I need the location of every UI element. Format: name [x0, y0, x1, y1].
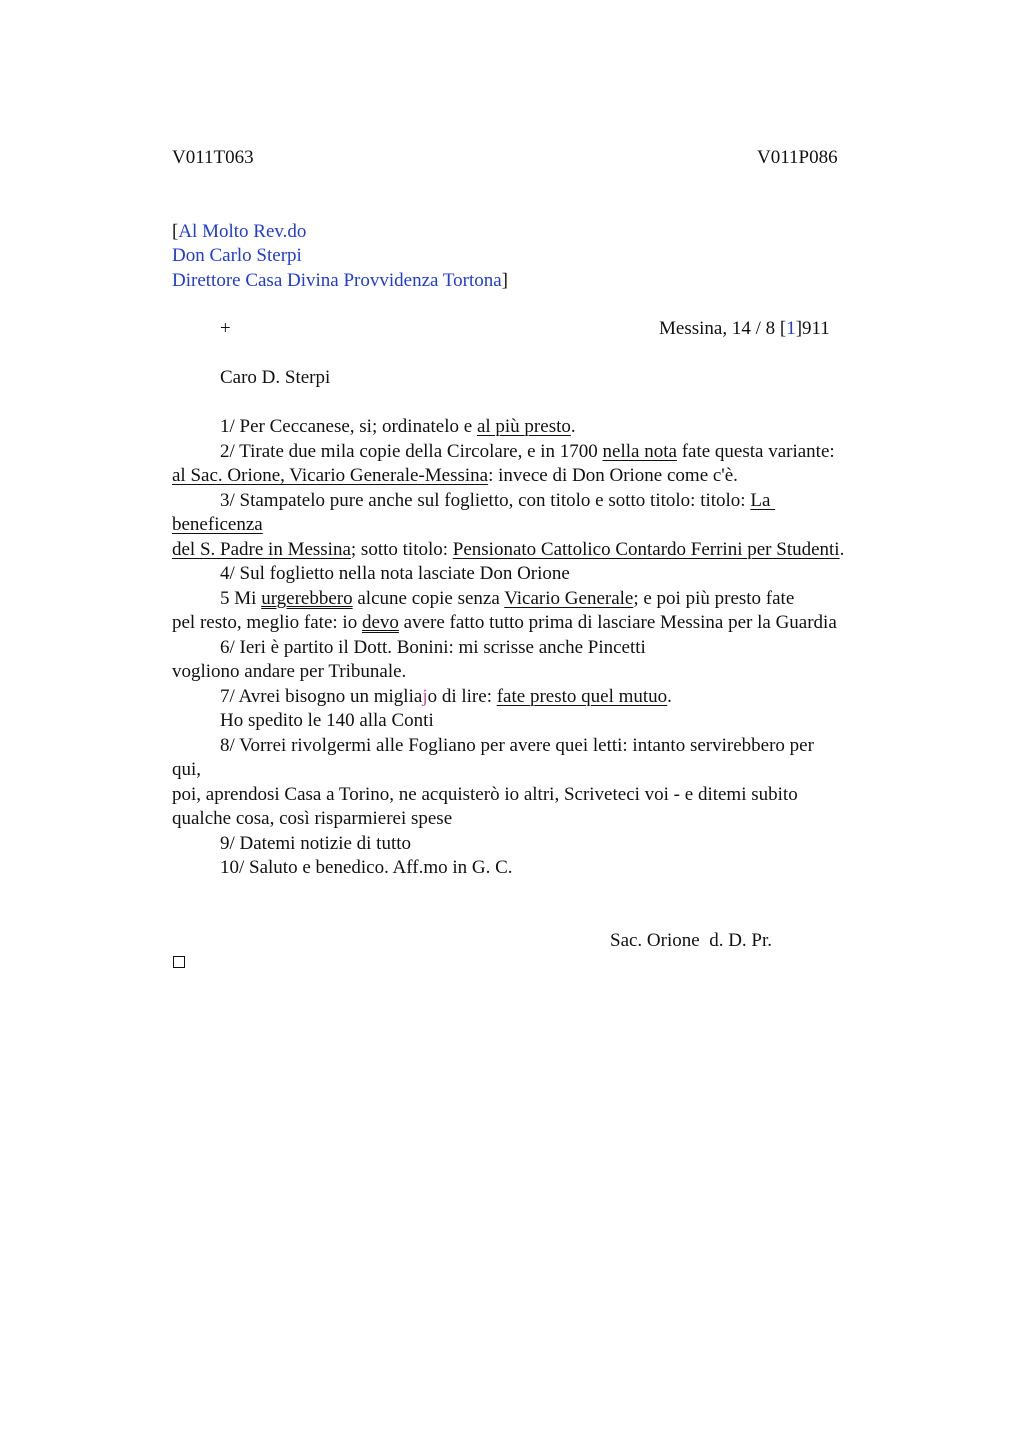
text: alcune copie senza [352, 588, 505, 609]
point-2 [220, 441, 835, 463]
cross-mark: + [220, 318, 231, 339]
text: 5 Mi [220, 588, 262, 609]
point-6: 6/ Ieri è partito il Dott. Bonini: mi scrisse anche Pincetti [220, 637, 646, 658]
text: 1/ Per Ceccanese, si; ordinatelo e [220, 416, 477, 437]
text: avere fatto tutto prima di lasciare Messina per la Guardia [398, 612, 837, 633]
point-8-continuation-2: poi, aprendosi Casa a Torino, ne acquisterò io altri, Scriveteci voi - e ditemi subito [172, 784, 798, 805]
place-and-date [659, 318, 830, 340]
text: ; sotto titolo: [350, 539, 453, 560]
underlined-text: al più presto [476, 416, 571, 437]
underlined-text: Vicario Generale [504, 588, 634, 609]
address-line-3 [172, 270, 508, 292]
underlined-text: nella nota [602, 441, 677, 462]
address-institution: Direttore Casa Divina Provvidenza Tortona [172, 270, 502, 291]
point-5 [220, 588, 794, 610]
address-close-bracket: ] [501, 270, 508, 291]
point-8: 8/ Vorrei rivolgermi alle Fogliano per avere quei letti: intanto servirebbero per [220, 735, 814, 756]
address-line-1 [172, 221, 306, 243]
point-8-continuation-3: qualche cosa, così risparmierei spese [172, 808, 453, 829]
point-1 [220, 416, 576, 438]
date-suffix: ]911 [795, 318, 830, 339]
date-inserted-digit: 1 [786, 318, 796, 339]
point-3-continuation-2 [172, 539, 844, 561]
underlined-text: Pensionato Cattolico Contardo Ferrini per Studenti [452, 539, 840, 560]
underlined-text: del S. Padre in Messina [172, 539, 351, 560]
point-3-continuation-1 [172, 514, 263, 536]
text: ; e poi più presto fate [633, 588, 795, 609]
salutation: Caro D. Sterpi [220, 367, 331, 388]
point-10: 10/ Saluto e benedico. Aff.mo in G. C. [220, 857, 513, 878]
double-underlined-text: urgerebbero [261, 588, 353, 609]
text: . [667, 686, 672, 707]
text: 3/ Stampatelo pure anche sul foglietto, con titolo e sotto titolo: titolo: [220, 490, 751, 511]
underlined-text: beneficenza [172, 514, 263, 535]
point-3 [220, 490, 775, 512]
double-underlined-text: devo [361, 612, 399, 633]
underlined-text: La [750, 490, 776, 511]
text: . [570, 416, 576, 437]
text: 2/ Tirate due mila copie della Circolare, e in 1700 [220, 441, 603, 462]
point-2-continuation [172, 465, 738, 487]
text: o di lire: [427, 686, 497, 707]
address-open-bracket: [ [172, 221, 179, 242]
address-line-2: Don Carlo Sterpi [172, 245, 302, 266]
underlined-text: fate presto quel mutuo [496, 686, 668, 707]
corrected-letter: j [422, 686, 428, 707]
address-recipient-title: Al Molto Rev.do [178, 221, 307, 242]
date-prefix: Messina, 14 / 8 [ [659, 318, 787, 339]
text: pel resto, meglio fate: io [172, 612, 362, 633]
point-6-continuation: vogliono andare per Tribunale. [172, 661, 407, 682]
point-7 [220, 686, 672, 708]
document-code-right: V011P086 [757, 147, 838, 168]
point-9: 9/ Datemi notizie di tutto [220, 833, 412, 854]
text: . [839, 539, 845, 560]
point-5-continuation [172, 612, 837, 634]
text: fate questa variante: [676, 441, 835, 462]
point-7-continuation: Ho spedito le 140 alla Conti [220, 710, 434, 731]
end-marker-box-icon [173, 956, 185, 968]
text: 7/ Avrei bisogno un miglia [220, 686, 423, 707]
point-8-continuation-1: qui, [172, 759, 202, 780]
document-code-left: V011T063 [172, 147, 254, 168]
underlined-text: al Sac. Orione, Vicario Generale-Messina [172, 465, 489, 486]
signature: Sac. Orione d. D. Pr. [610, 930, 773, 951]
text: : invece di Don Orione come c'è. [488, 465, 738, 486]
point-4: 4/ Sul foglietto nella nota lasciate Don Orione [220, 563, 570, 584]
